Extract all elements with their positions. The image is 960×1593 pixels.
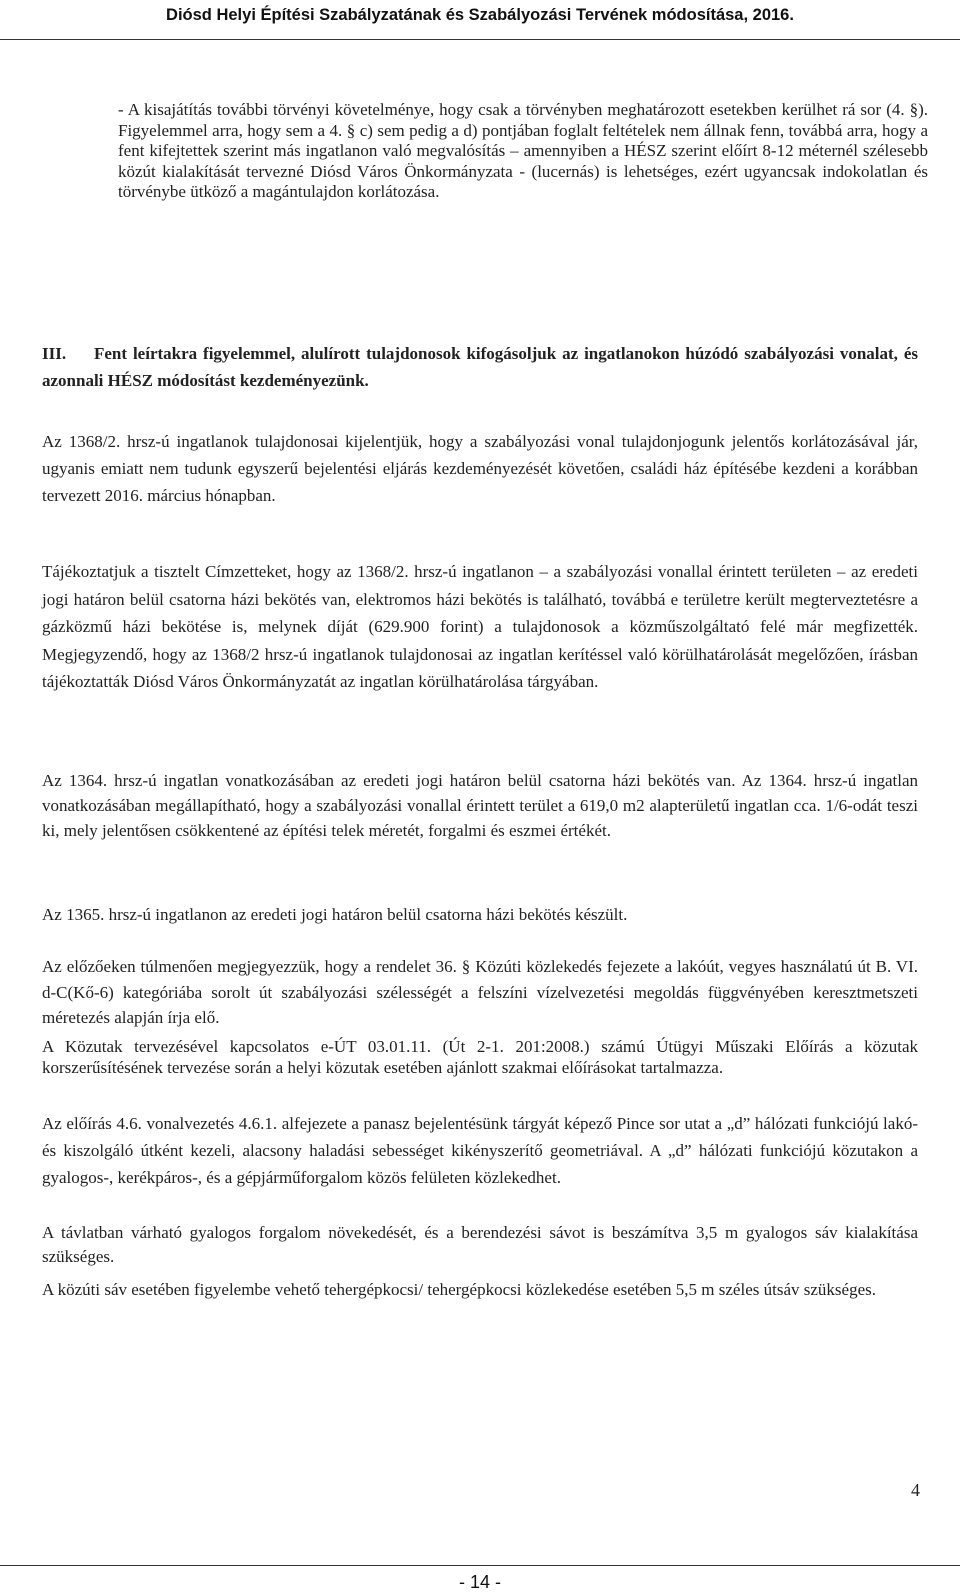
document-title: Diósd Helyi Építési Szabályzatának és Szabályozási Tervének módosítása, 2016. bbox=[166, 6, 794, 24]
paragraph-utilities-info: Tájékoztatjuk a tisztelt Címzetteket, hogy az 1368/2. hrsz-ú ingatlanon – a szabályozási vonallal érintett területen – az eredeti jogi határon belül csatorna házi bekötés van, elektromos házi bekötés is található, továbbá e területre került megterveztetésre a gázközmű házi bekötése is, melynek díját (629.900 forint) a tulajdonosok a közműszolgáltató felé már megfizették. Megjegyzendő, hogy az 1368/2 hrsz-ú ingatlanok tulajdonosai az ingatlan kerítéssel való körülhatárolását megelőzően, írásban tájékoztatták Diósd Város Önkormányzatát az ingatlan körülhatárolása tárgyában. bbox=[42, 562, 918, 691]
scan-page-number: 4 bbox=[911, 1480, 920, 1500]
paragraph-1368-2-owners: Az 1368/2. hrsz-ú ingatlanok tulajdonosai kijelentjük, hogy a szabályozási vonal tulajdonjogunk jelentős korlátozásával jár, ugyanis emiatt nem tudunk egyszerű bejelentési eljárás kezdeményezését követően, családi ház építésébe kezdeni a korábban tervezett 2016. március hónapban. bbox=[42, 432, 918, 505]
paragraph-regulation-36: Az előzőeken túlmenően megjegyezzük, hogy a rendelet 36. § Közúti közlekedés fejezete a lakóút, vegyes használatú út B. VI. d-C(Kő-6) kategóriába sorolt út szabályozási szélességét a felszíni vízelvezetési megoldás függvényében keresztmetszeti méretezés alapján írja elő. bbox=[42, 957, 918, 1027]
section-number: III. bbox=[42, 344, 67, 363]
running-header bbox=[0, 0, 960, 40]
page-footer bbox=[0, 1565, 960, 1592]
paragraph-1365: Az 1365. hrsz-ú ingatlanon az eredeti jogi határon belül csatorna házi bekötés készült. bbox=[42, 905, 628, 924]
paragraph-road-lane: A közúti sáv esetében figyelembe vehető tehergépkocsi/ tehergépkocsi közlekedése esetében 5,5 m széles útsáv szükséges. bbox=[42, 1280, 876, 1299]
paragraph-expropriation: - A kisajátítás további törvényi követelménye, hogy csak a törvényben meghatározott esetekben kerülhet rá sor (4. §). Figyelemmel arra, hogy sem a 4. § c) sem pedig a d) pontjában foglalt feltételek nem állnak fenn, továbbá arra, hogy a fent kifejtettek szerint más ingatlanon való megvalósítás – amennyiben a HÉSZ szerint előírt 8-12 méternél szélesebb közút kialakítását tervezné Diósd Város Önkormányzata - (lucernás) is lehetséges, ezért ugyancsak indokolatlan és törvénybe ütköző a magántulajdon korlátozása. bbox=[118, 100, 928, 201]
paragraph-e-ut-standard: A Közutak tervezésével kapcsolatos e-ÚT 03.01.11. (Út 2-1. 201:2008.) számú Útügyi Műszaki Előírás a közutak korszerűsítésének tervezése során a helyi közutak esetében ajánlott szakmai előírásokat tartalmazza. bbox=[42, 1037, 918, 1077]
paragraph-alignment-4-6-1: Az előírás 4.6. vonalvezetés 4.6.1. alfejezete a panasz bejelentésünk tárgyát képező Pince sor utat a „d” hálózati funkciójú lakó- és kiszolgáló útként kezeli, alacsony haladási sebességet kikényszerítő geometriával. A „d” hálózati funkciójú közutakon a gyalogos-, kerékpáros-, és a gépjárműforgalom közös felületen közlekedhet. bbox=[42, 1114, 918, 1187]
paragraph-1364: Az 1364. hrsz-ú ingatlan vonatkozásában az eredeti jogi határon belül csatorna házi bekötés van. Az 1364. hrsz-ú ingatlan vonatkozásában megállapítható, hogy a szabályozási vonallal érintett terület a 619,0 m2 alapterületű ingatlan cca. 1/6-odát teszi ki, mely jelentősen csökkentené az építési telek méretét, forgalmi és eszmei értékét. bbox=[42, 771, 918, 840]
section-heading-text: Fent leírtakra figyelemmel, alulírott tulajdonosok kifogásoljuk az ingatlanokon húzódó szabályozási vonalat, és azonnali HÉSZ módosítást kezdeményezünk. bbox=[42, 344, 918, 390]
scanned-page bbox=[0, 42, 960, 1542]
section-heading bbox=[42, 340, 918, 394]
paragraph-pedestrian-lane: A távlatban várható gyalogos forgalom növekedését, és a berendezési sávot is beszámítva 3,5 m gyalogos sáv kialakítása szükséges. bbox=[42, 1223, 918, 1266]
page-number: - 14 - bbox=[458, 1572, 501, 1592]
